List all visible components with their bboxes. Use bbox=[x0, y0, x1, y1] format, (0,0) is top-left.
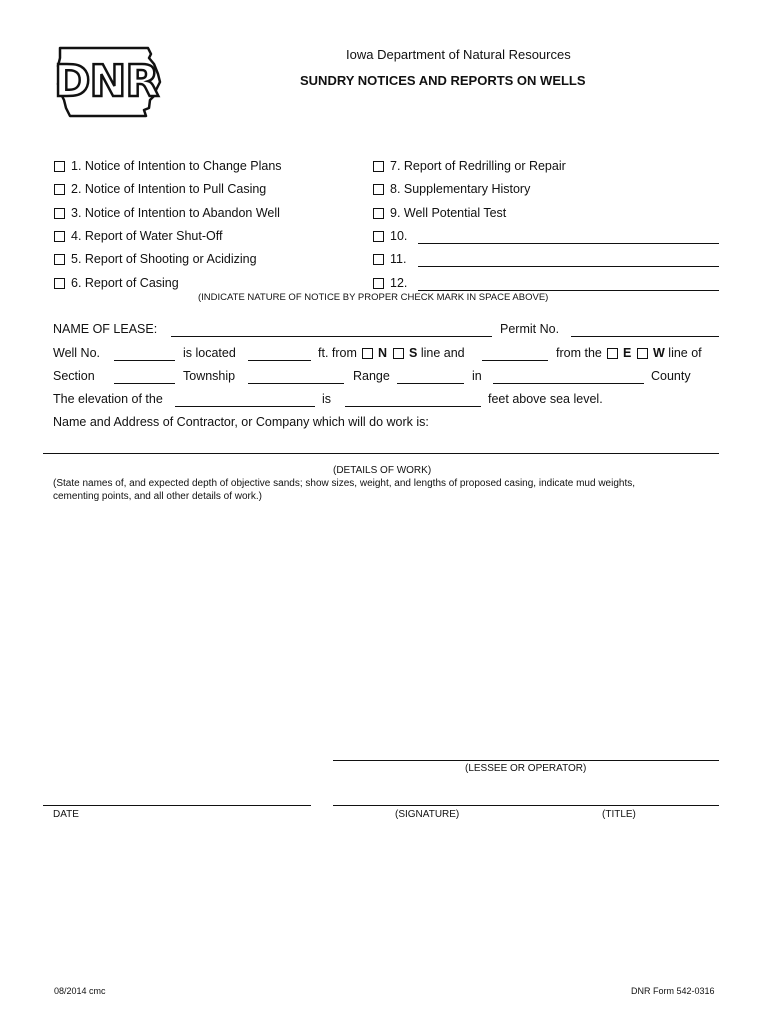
agency-name: Iowa Department of Natural Resources bbox=[346, 47, 571, 62]
lessee-operator-label: (LESSEE OR OPERATOR) bbox=[465, 763, 587, 774]
checkbox-notice-1[interactable] bbox=[54, 161, 65, 172]
section-label: Section bbox=[53, 369, 95, 383]
from-the-label: from the bbox=[556, 346, 602, 360]
lease-name-field[interactable] bbox=[171, 336, 492, 337]
title-label: (TITLE) bbox=[602, 809, 636, 820]
notice-6-label: 6. Report of Casing bbox=[71, 276, 179, 290]
details-of-work-area[interactable] bbox=[53, 506, 719, 751]
well-no-label: Well No. bbox=[53, 346, 101, 360]
in-label: in bbox=[472, 369, 482, 383]
checkbox-notice-7[interactable] bbox=[373, 161, 384, 172]
notice-10-line[interactable] bbox=[418, 243, 719, 244]
date-label: DATE bbox=[53, 809, 79, 820]
notice-4-label: 4. Report of Water Shut-Off bbox=[71, 229, 223, 243]
details-instructions-1: (State names of, and expected depth of objective sands; show sizes, weight, and lengths of proposed casing, indicate mud weights, bbox=[53, 478, 636, 489]
county-label: County bbox=[651, 369, 691, 383]
details-instructions-2: cementing points, and all other details of work.) bbox=[53, 491, 262, 502]
is-located-label: is located bbox=[183, 346, 236, 360]
logo-text: DNR bbox=[54, 56, 159, 107]
location-distance-ew-field[interactable] bbox=[482, 360, 548, 361]
feet-above-label: feet above sea level. bbox=[488, 392, 603, 406]
checkbox-notice-4[interactable] bbox=[54, 231, 65, 242]
notice-9-label: 9. Well Potential Test bbox=[390, 206, 507, 220]
checkbox-north[interactable] bbox=[362, 348, 373, 359]
signature-label: (SIGNATURE) bbox=[395, 809, 460, 820]
permit-no-label: Permit No. bbox=[500, 322, 560, 336]
notice-8-label: 8. Supplementary History bbox=[390, 182, 531, 196]
elevation-value-field[interactable] bbox=[345, 406, 481, 407]
checkbox-east[interactable] bbox=[607, 348, 618, 359]
contractor-field[interactable] bbox=[43, 453, 719, 454]
range-field[interactable] bbox=[397, 383, 464, 384]
checkbox-notice-3[interactable] bbox=[54, 208, 65, 219]
checkbox-notice-9[interactable] bbox=[373, 208, 384, 219]
details-heading: (DETAILS OF WORK) bbox=[333, 465, 432, 476]
checkbox-notice-12[interactable] bbox=[373, 278, 384, 289]
is-label: is bbox=[322, 392, 332, 406]
footer-revision: 08/2014 cmc bbox=[54, 986, 106, 996]
notice-1-label: 1. Notice of Intention to Change Plans bbox=[71, 159, 282, 173]
checkbox-notice-8[interactable] bbox=[373, 184, 384, 195]
notice-12-line[interactable] bbox=[418, 290, 719, 291]
checkbox-south[interactable] bbox=[393, 348, 404, 359]
north-label: N bbox=[378, 346, 388, 360]
elevation-reference-field[interactable] bbox=[175, 406, 315, 407]
well-no-field[interactable] bbox=[114, 360, 175, 361]
south-line-label: S line and bbox=[409, 346, 465, 360]
checkbox-notice-11[interactable] bbox=[373, 254, 384, 265]
checkbox-notice-10[interactable] bbox=[373, 231, 384, 242]
checkbox-west[interactable] bbox=[637, 348, 648, 359]
east-label: E bbox=[623, 346, 632, 360]
checkbox-notice-2[interactable] bbox=[54, 184, 65, 195]
section-field[interactable] bbox=[114, 383, 175, 384]
checkbox-notice-5[interactable] bbox=[54, 254, 65, 265]
notice-11-label: 11. bbox=[390, 252, 407, 266]
notice-3-label: 3. Notice of Intention to Abandon Well bbox=[71, 206, 280, 220]
checkbox-notice-6[interactable] bbox=[54, 278, 65, 289]
notice-7-label: 7. Report of Redrilling or Repair bbox=[390, 159, 566, 173]
notice-2-label: 2. Notice of Intention to Pull Casing bbox=[71, 182, 267, 196]
form-title: SUNDRY NOTICES AND REPORTS ON WELLS bbox=[300, 73, 586, 88]
signature-title-field[interactable] bbox=[333, 805, 719, 806]
lessee-operator-field[interactable] bbox=[333, 760, 719, 761]
notice-instruction: (INDICATE NATURE OF NOTICE BY PROPER CHECK MARK IN SPACE ABOVE) bbox=[198, 292, 549, 303]
notice-5-label: 5. Report of Shooting or Acidizing bbox=[71, 252, 257, 266]
notice-10-label: 10. bbox=[390, 229, 408, 243]
elevation-label: The elevation of the bbox=[53, 392, 163, 406]
notice-11-line[interactable] bbox=[418, 266, 719, 267]
permit-no-field[interactable] bbox=[571, 336, 719, 337]
location-distance-ns-field[interactable] bbox=[248, 360, 311, 361]
date-field[interactable] bbox=[43, 805, 311, 806]
notice-12-label: 12. bbox=[390, 276, 408, 290]
footer-form-number: DNR Form 542-0316 bbox=[631, 986, 715, 996]
ft-from-label: ft. from bbox=[318, 346, 357, 360]
west-line-label: W line of bbox=[653, 346, 702, 360]
township-field[interactable] bbox=[248, 383, 344, 384]
range-label: Range bbox=[353, 369, 390, 383]
name-of-lease-label: NAME OF LEASE: bbox=[53, 322, 158, 336]
contractor-label: Name and Address of Contractor, or Company which will do work is: bbox=[53, 415, 429, 429]
dnr-logo bbox=[52, 44, 164, 118]
county-field[interactable] bbox=[493, 383, 644, 384]
township-label: Township bbox=[183, 369, 236, 383]
